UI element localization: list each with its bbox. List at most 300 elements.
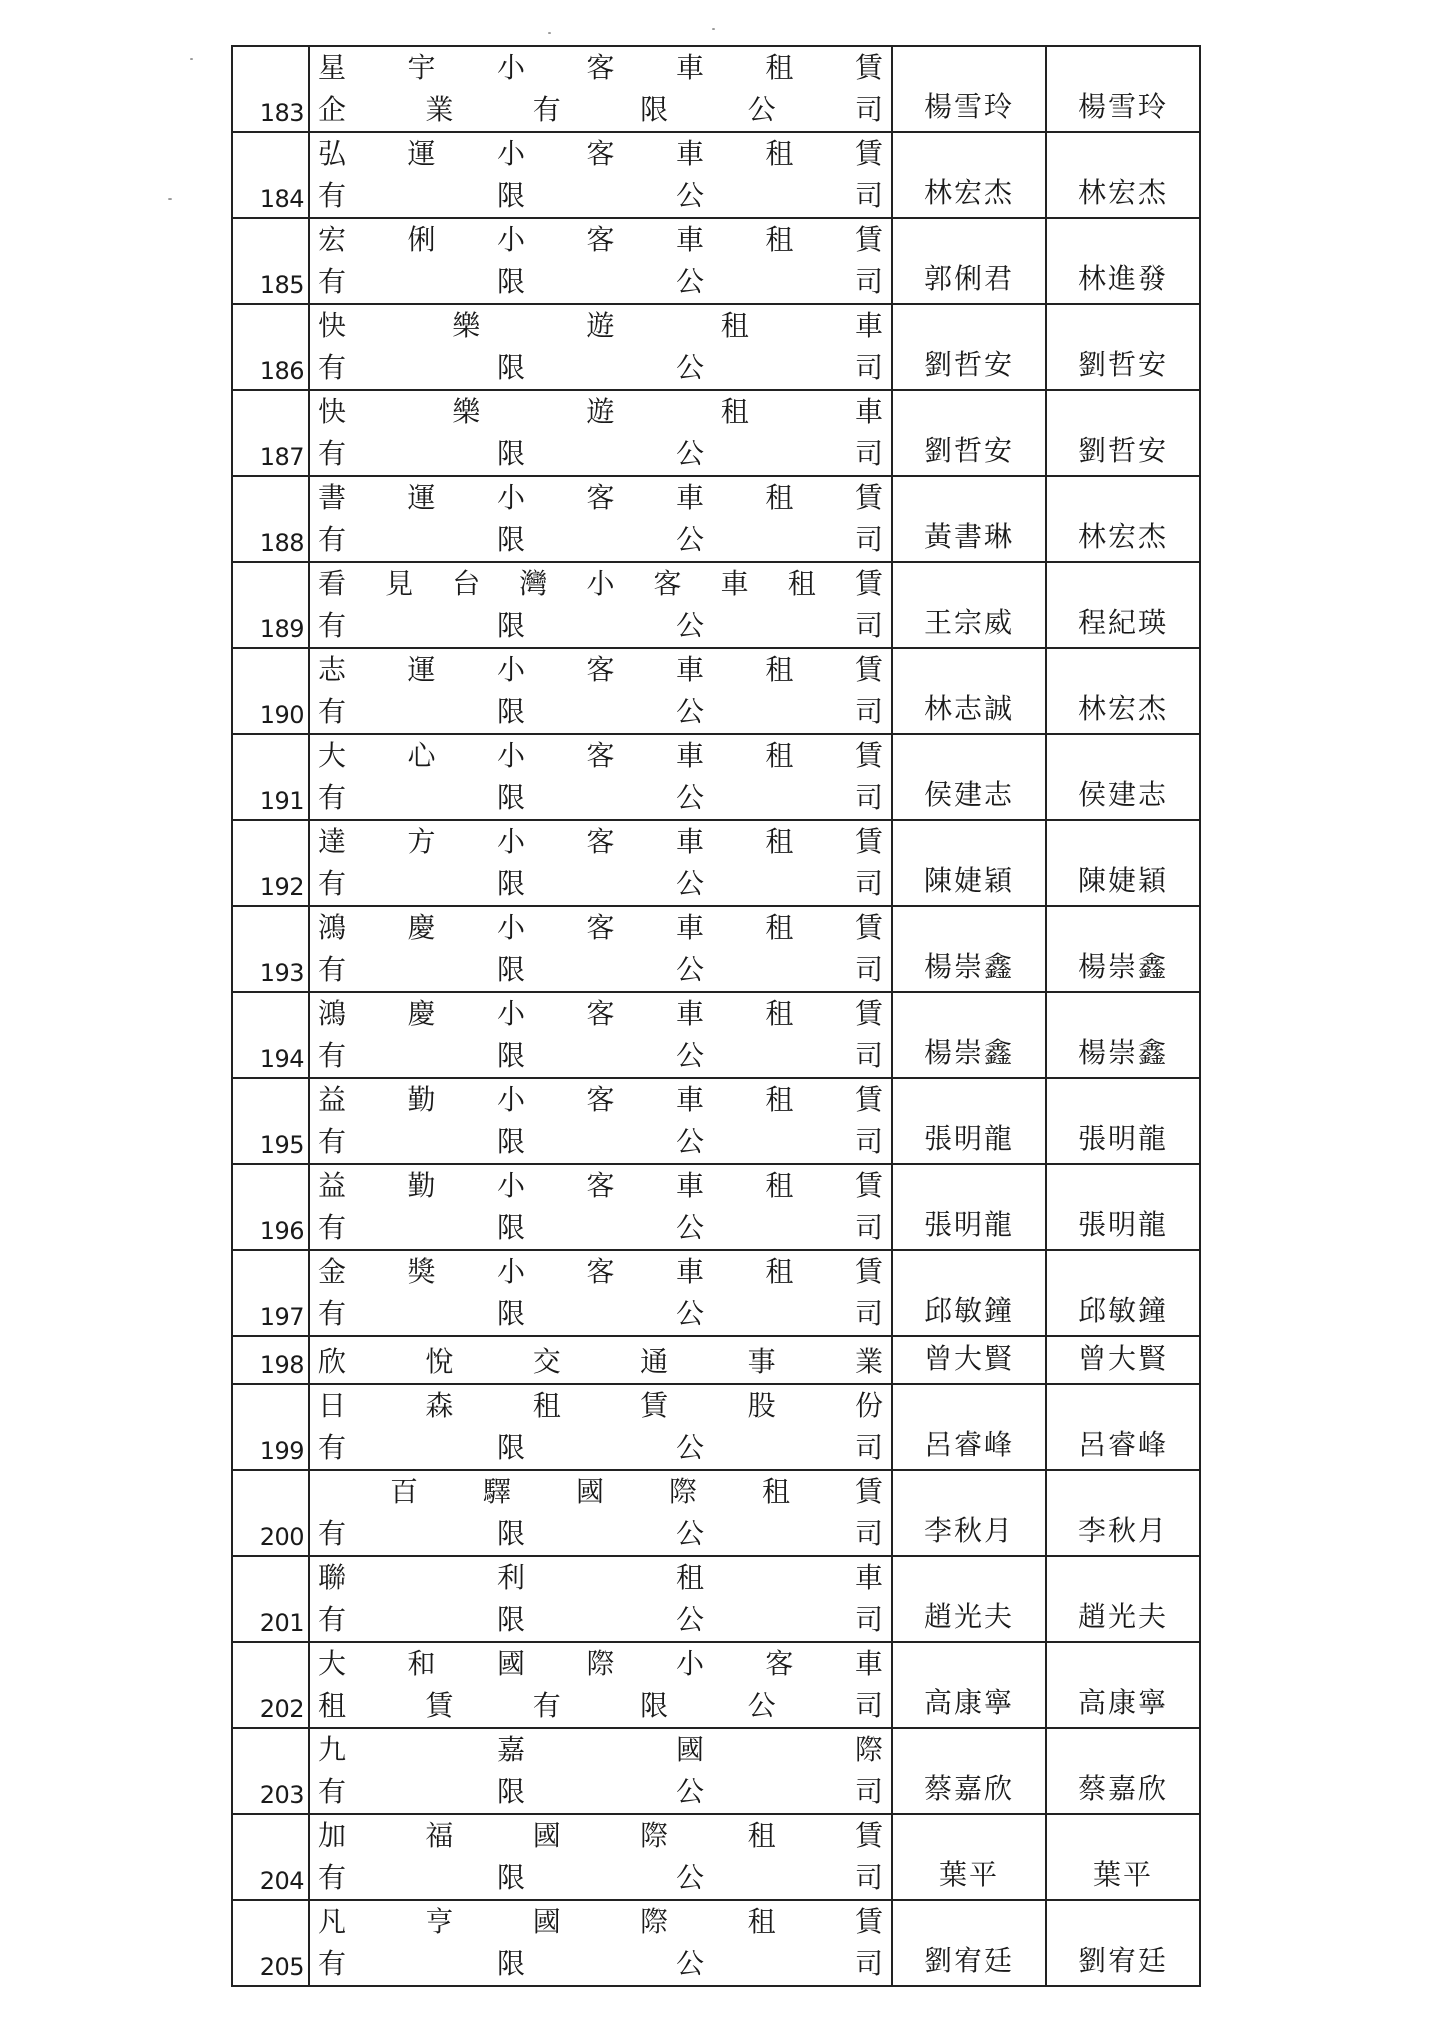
company-name-cell (309, 1164, 892, 1250)
company-name-char: 司 (854, 93, 883, 126)
company-name-char: 限 (496, 523, 525, 556)
company-name-char: 股 (747, 1389, 776, 1422)
company-name-line (318, 391, 883, 433)
company-name-line (318, 1815, 883, 1857)
company-name-line (318, 949, 883, 991)
company-name-char: 客 (586, 51, 615, 84)
company-name-line (318, 821, 883, 863)
representative-cell: 黃書琳 (892, 476, 1046, 562)
company-name-char: 運 (407, 481, 436, 514)
company-name-char: 公 (675, 265, 704, 298)
company-name-char: 俐 (407, 223, 436, 256)
contact-cell: 林宏杰 (1046, 132, 1200, 218)
company-name-char: 鴻 (318, 997, 347, 1030)
table-row (232, 1642, 1200, 1728)
company-name-char: 賃 (640, 1389, 669, 1422)
company-name-char: 星 (318, 51, 347, 84)
company-name-char: 聯 (318, 1561, 347, 1594)
company-name-char: 快 (318, 309, 347, 342)
row-number: 195 (232, 1078, 309, 1164)
company-name-char: 公 (675, 437, 704, 470)
company-name-char: 司 (854, 1431, 883, 1464)
company-name-char: 賃 (854, 1475, 883, 1508)
roster-body (232, 46, 1200, 1986)
company-name-line (318, 1385, 883, 1427)
row-number: 196 (232, 1164, 309, 1250)
company-name-char: 百 (390, 1475, 419, 1508)
company-name-cell (309, 562, 892, 648)
company-name-char: 小 (496, 1169, 525, 1202)
company-name-char: 租 (787, 567, 816, 600)
company-name-char: 嘉 (496, 1733, 525, 1766)
company-name-char: 有 (318, 1297, 347, 1330)
row-number: 192 (232, 820, 309, 906)
company-name-char: 小 (496, 739, 525, 772)
company-name-char: 租 (532, 1389, 561, 1422)
representative-cell: 高康寧 (892, 1642, 1046, 1728)
company-name-char: 司 (854, 265, 883, 298)
scan-speck (712, 28, 715, 30)
company-name-line (318, 1341, 883, 1383)
company-name-char: 限 (640, 1689, 669, 1722)
company-name-char: 客 (586, 825, 615, 858)
company-name-char: 運 (407, 653, 436, 686)
table-row (232, 1078, 1200, 1164)
company-name-line (318, 47, 883, 89)
company-name-char: 公 (675, 1947, 704, 1980)
company-name-char: 遊 (586, 395, 615, 428)
company-name-char: 遊 (586, 309, 615, 342)
company-name-char: 公 (675, 1603, 704, 1636)
company-name-char: 限 (496, 1211, 525, 1244)
company-name-char: 有 (318, 1861, 347, 1894)
company-name-char: 金 (318, 1255, 347, 1288)
company-name-cell (309, 820, 892, 906)
company-name-char: 業 (854, 1345, 883, 1378)
company-name-char: 限 (496, 867, 525, 900)
company-name-char: 國 (532, 1819, 561, 1852)
company-name-char: 司 (854, 867, 883, 900)
contact-cell: 劉哲安 (1046, 304, 1200, 390)
company-name-char: 賃 (854, 997, 883, 1030)
company-name-char: 租 (720, 395, 749, 428)
company-name-char: 賃 (854, 911, 883, 944)
company-name-char: 車 (675, 911, 704, 944)
company-name-char: 勤 (407, 1169, 436, 1202)
company-name-char: 公 (675, 609, 704, 642)
company-name-char: 公 (675, 695, 704, 728)
company-name-char: 有 (318, 1947, 347, 1980)
company-name-char: 客 (765, 1647, 794, 1680)
company-name-char: 際 (586, 1647, 615, 1680)
contact-cell: 林宏杰 (1046, 476, 1200, 562)
company-name-char: 賃 (425, 1689, 454, 1722)
company-name-cell (309, 992, 892, 1078)
company-name-char: 有 (318, 695, 347, 728)
company-name-char: 國 (532, 1905, 561, 1938)
company-name-char: 租 (765, 911, 794, 944)
representative-cell: 邱敏鐘 (892, 1250, 1046, 1336)
company-name-line (318, 1293, 883, 1335)
representative-cell: 楊崇鑫 (892, 906, 1046, 992)
company-name-line (318, 1729, 883, 1771)
representative-cell: 陳婕穎 (892, 820, 1046, 906)
company-name-cell (309, 648, 892, 734)
company-name-line (318, 1771, 883, 1813)
row-number: 185 (232, 218, 309, 304)
company-name-cell (309, 1384, 892, 1470)
company-name-char: 車 (720, 567, 749, 600)
company-name-char: 賃 (854, 1255, 883, 1288)
table-row (232, 820, 1200, 906)
company-name-char: 達 (318, 825, 347, 858)
company-name-char: 車 (854, 395, 883, 428)
company-name-char: 限 (496, 695, 525, 728)
company-name-line (318, 519, 883, 561)
company-name-line (318, 477, 883, 519)
company-name-char: 小 (496, 653, 525, 686)
company-name-char: 公 (675, 1775, 704, 1808)
row-number: 190 (232, 648, 309, 734)
contact-cell: 侯建志 (1046, 734, 1200, 820)
company-name-line (318, 777, 883, 819)
company-name-char: 車 (675, 997, 704, 1030)
company-name-char: 車 (854, 1647, 883, 1680)
company-name-char: 小 (496, 137, 525, 170)
company-name-char: 宇 (407, 51, 436, 84)
company-name-char: 公 (675, 1125, 704, 1158)
company-name-char: 租 (765, 1083, 794, 1116)
company-name-char: 有 (318, 867, 347, 900)
company-name-char: 慶 (407, 997, 436, 1030)
table-row (232, 1384, 1200, 1470)
company-name-char: 賃 (854, 567, 883, 600)
company-name-line (318, 1165, 883, 1207)
company-name-char: 公 (675, 1297, 704, 1330)
company-name-char: 事 (747, 1345, 776, 1378)
company-name-char: 益 (318, 1169, 347, 1202)
table-row (232, 648, 1200, 734)
company-name-char: 大 (318, 739, 347, 772)
company-name-char: 車 (854, 309, 883, 342)
company-name-char: 公 (675, 351, 704, 384)
company-name-char: 客 (586, 1083, 615, 1116)
contact-cell: 林宏杰 (1046, 648, 1200, 734)
company-name-char: 賃 (854, 739, 883, 772)
company-name-char: 公 (747, 1689, 776, 1722)
company-name-line (318, 1857, 883, 1899)
company-name-char: 有 (318, 1125, 347, 1158)
company-name-char: 車 (675, 223, 704, 256)
contact-cell: 陳婕穎 (1046, 820, 1200, 906)
contact-cell: 楊雪玲 (1046, 46, 1200, 132)
company-name-char: 租 (765, 481, 794, 514)
company-name-char: 弘 (318, 137, 347, 170)
company-name-char: 客 (653, 567, 682, 600)
company-name-line (318, 305, 883, 347)
contact-cell: 高康寧 (1046, 1642, 1200, 1728)
company-name-char: 公 (675, 781, 704, 814)
company-name-char: 際 (854, 1733, 883, 1766)
company-name-char: 樂 (452, 309, 481, 342)
row-number: 201 (232, 1556, 309, 1642)
company-name-char: 灣 (519, 567, 548, 600)
company-name-char: 亨 (425, 1905, 454, 1938)
company-name-cell (309, 1078, 892, 1164)
company-name-char: 賃 (854, 1169, 883, 1202)
company-name-char: 有 (318, 1431, 347, 1464)
company-name-cell (309, 734, 892, 820)
company-name-line (318, 735, 883, 777)
scan-speck (190, 58, 193, 60)
company-name-char: 份 (854, 1389, 883, 1422)
company-name-char: 有 (318, 179, 347, 212)
company-name-char: 車 (675, 51, 704, 84)
company-name-char: 租 (765, 1255, 794, 1288)
contact-cell: 趙光夫 (1046, 1556, 1200, 1642)
row-number: 193 (232, 906, 309, 992)
company-name-char: 國 (496, 1647, 525, 1680)
company-name-char: 賃 (854, 1819, 883, 1852)
company-name-char: 車 (675, 137, 704, 170)
company-name-line (318, 89, 883, 131)
company-name-char: 客 (586, 911, 615, 944)
company-name-cell (309, 390, 892, 476)
company-name-char: 看 (318, 567, 347, 600)
company-name-char: 司 (854, 523, 883, 556)
company-name-char: 租 (747, 1905, 776, 1938)
contact-cell: 張明龍 (1046, 1164, 1200, 1250)
scan-speck (548, 32, 551, 34)
table-row (232, 734, 1200, 820)
company-name-char: 賃 (854, 825, 883, 858)
company-name-char: 租 (761, 1475, 790, 1508)
company-name-cell (309, 46, 892, 132)
company-name-line (318, 1035, 883, 1077)
company-name-char: 限 (496, 265, 525, 298)
company-name-line (318, 219, 883, 261)
company-name-char: 宏 (318, 223, 347, 256)
company-name-cell (309, 1336, 892, 1384)
company-name-char: 司 (854, 1039, 883, 1072)
company-name-char: 車 (675, 1169, 704, 1202)
company-name-line (318, 1207, 883, 1249)
representative-cell: 王宗威 (892, 562, 1046, 648)
company-name-char: 司 (854, 695, 883, 728)
company-name-char: 車 (675, 1255, 704, 1288)
company-name-char: 快 (318, 395, 347, 428)
company-name-cell (309, 1470, 892, 1556)
table-row (232, 1470, 1200, 1556)
row-number: 187 (232, 390, 309, 476)
company-name-char: 有 (318, 1039, 347, 1072)
contact-cell: 楊崇鑫 (1046, 992, 1200, 1078)
row-number: 203 (232, 1728, 309, 1814)
company-name-line (318, 1121, 883, 1163)
company-name-char: 國 (675, 1733, 704, 1766)
company-name-cell (309, 1900, 892, 1986)
contact-cell: 楊崇鑫 (1046, 906, 1200, 992)
contact-cell: 呂睿峰 (1046, 1384, 1200, 1470)
table-row (232, 1250, 1200, 1336)
contact-cell: 邱敏鐘 (1046, 1250, 1200, 1336)
company-name-char: 日 (318, 1389, 347, 1422)
company-name-char: 有 (318, 609, 347, 642)
contact-cell: 劉宥廷 (1046, 1900, 1200, 1986)
table-row (232, 992, 1200, 1078)
row-number: 186 (232, 304, 309, 390)
company-name-char: 司 (854, 1775, 883, 1808)
representative-cell: 侯建志 (892, 734, 1046, 820)
company-name-char: 志 (318, 653, 347, 686)
row-number: 189 (232, 562, 309, 648)
company-name-char: 有 (318, 953, 347, 986)
row-number: 194 (232, 992, 309, 1078)
company-name-char: 小 (496, 997, 525, 1030)
row-number: 202 (232, 1642, 309, 1728)
representative-cell: 郭俐君 (892, 218, 1046, 304)
company-name-char: 凡 (318, 1905, 347, 1938)
company-name-line (318, 1943, 883, 1985)
company-name-char: 有 (318, 265, 347, 298)
company-name-line (318, 175, 883, 217)
company-name-char: 公 (675, 1861, 704, 1894)
company-name-char: 限 (496, 179, 525, 212)
company-name-cell (309, 1250, 892, 1336)
table-row (232, 304, 1200, 390)
company-roster-table (231, 45, 1201, 1987)
contact-cell: 葉平 (1046, 1814, 1200, 1900)
table-row (232, 132, 1200, 218)
company-name-char: 租 (765, 825, 794, 858)
company-name-char: 租 (765, 51, 794, 84)
company-name-char: 限 (496, 1039, 525, 1072)
contact-cell: 林進發 (1046, 218, 1200, 304)
representative-cell: 趙光夫 (892, 1556, 1046, 1642)
contact-cell: 劉哲安 (1046, 390, 1200, 476)
company-name-char: 和 (407, 1647, 436, 1680)
company-name-line (318, 261, 883, 303)
company-name-char: 福 (425, 1819, 454, 1852)
representative-cell: 劉哲安 (892, 304, 1046, 390)
company-name-line (318, 1471, 883, 1513)
company-name-char: 賃 (854, 51, 883, 84)
company-name-char: 租 (765, 997, 794, 1030)
company-name-char: 小 (496, 1083, 525, 1116)
company-name-line (318, 1557, 883, 1599)
company-name-line (318, 433, 883, 475)
table-row (232, 1728, 1200, 1814)
company-name-line (318, 691, 883, 733)
row-number: 184 (232, 132, 309, 218)
company-name-char: 司 (854, 179, 883, 212)
representative-cell: 蔡嘉欣 (892, 1728, 1046, 1814)
representative-cell: 林宏杰 (892, 132, 1046, 218)
company-name-char: 九 (318, 1733, 347, 1766)
company-name-cell (309, 1814, 892, 1900)
company-name-char: 鴻 (318, 911, 347, 944)
company-name-line (318, 1643, 883, 1685)
company-name-char: 司 (854, 1947, 883, 1980)
table-row (232, 562, 1200, 648)
company-name-char: 限 (496, 609, 525, 642)
company-name-char: 驛 (482, 1475, 511, 1508)
representative-cell: 葉平 (892, 1814, 1046, 1900)
company-name-char: 有 (318, 523, 347, 556)
table-row (232, 218, 1200, 304)
table-row (232, 1336, 1200, 1384)
company-name-cell (309, 1728, 892, 1814)
company-name-char: 公 (675, 867, 704, 900)
table-row (232, 1164, 1200, 1250)
company-name-char: 業 (425, 93, 454, 126)
company-name-char: 公 (675, 1431, 704, 1464)
company-name-char: 有 (318, 1211, 347, 1244)
company-name-char: 租 (765, 137, 794, 170)
table-row (232, 1814, 1200, 1900)
company-name-char: 公 (675, 953, 704, 986)
company-name-cell (309, 132, 892, 218)
row-number: 204 (232, 1814, 309, 1900)
company-name-char: 限 (496, 1947, 525, 1980)
company-name-char: 客 (586, 1255, 615, 1288)
company-name-char: 加 (318, 1819, 347, 1852)
company-name-char: 有 (532, 93, 561, 126)
company-name-char: 公 (747, 93, 776, 126)
representative-cell: 呂睿峰 (892, 1384, 1046, 1470)
company-name-char: 賃 (854, 653, 883, 686)
company-name-line (318, 563, 883, 605)
company-name-char: 限 (496, 953, 525, 986)
company-name-char: 有 (532, 1689, 561, 1722)
company-name-char: 客 (586, 739, 615, 772)
company-name-char: 司 (854, 781, 883, 814)
company-name-char: 客 (586, 481, 615, 514)
company-name-line (318, 133, 883, 175)
company-name-char: 租 (318, 1689, 347, 1722)
contact-cell: 李秋月 (1046, 1470, 1200, 1556)
company-name-line (318, 863, 883, 905)
company-name-char: 客 (586, 137, 615, 170)
company-name-char: 客 (586, 1169, 615, 1202)
company-name-char: 租 (675, 1561, 704, 1594)
company-name-char: 森 (425, 1389, 454, 1422)
company-name-char: 有 (318, 781, 347, 814)
company-name-char: 益 (318, 1083, 347, 1116)
representative-cell: 張明龍 (892, 1078, 1046, 1164)
company-name-char: 方 (407, 825, 436, 858)
representative-cell: 林志誠 (892, 648, 1046, 734)
company-name-char: 有 (318, 351, 347, 384)
company-name-char: 運 (407, 137, 436, 170)
representative-cell: 楊雪玲 (892, 46, 1046, 132)
company-name-char: 車 (675, 825, 704, 858)
row-number: 197 (232, 1250, 309, 1336)
company-name-char: 司 (854, 1861, 883, 1894)
company-name-char: 有 (318, 437, 347, 470)
representative-cell: 劉哲安 (892, 390, 1046, 476)
company-name-char: 公 (675, 523, 704, 556)
company-name-char: 賃 (854, 223, 883, 256)
company-name-char: 賃 (854, 481, 883, 514)
company-name-char: 限 (496, 1603, 525, 1636)
company-name-char: 客 (586, 223, 615, 256)
row-number: 200 (232, 1470, 309, 1556)
company-name-char: 司 (854, 1517, 883, 1550)
company-name-char: 車 (675, 739, 704, 772)
table-row (232, 390, 1200, 476)
company-name-char: 小 (675, 1647, 704, 1680)
